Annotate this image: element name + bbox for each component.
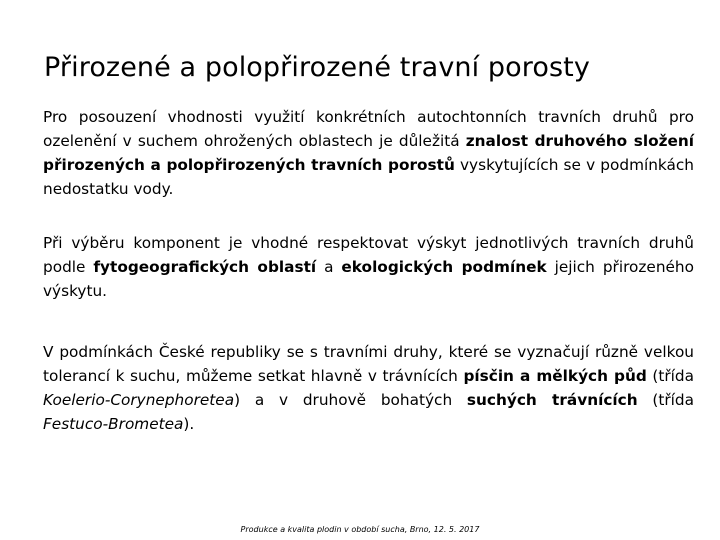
emphasis-bold: suchých trávnících bbox=[466, 391, 638, 409]
paragraph-2 bbox=[43, 231, 694, 303]
text-run: ) a v druhově bohatých bbox=[234, 391, 467, 409]
text-run: V podmínkách České republiky se s travními druhy, které se vyznačují různě velkou tolerancí k suchu, můžeme setkat hlavně v trávnících bbox=[43, 343, 694, 385]
paragraph-1 bbox=[43, 105, 694, 201]
text-run: (třída bbox=[637, 391, 694, 409]
emphasis-bold: ekologických podmínek bbox=[341, 258, 547, 276]
text-run: vyskytujících se v podmínkách nedostatku vody. bbox=[43, 156, 694, 198]
text-run: Při výběru komponent je vhodné respektovat výskyt jednotlivých travních druhů podle bbox=[43, 234, 694, 276]
emphasis-bold: písčin a mělkých půd bbox=[463, 367, 647, 385]
text-run: ). bbox=[183, 415, 195, 433]
emphasis-italic: Festuco-Brometea bbox=[43, 415, 184, 433]
text-run: a bbox=[316, 258, 342, 276]
paragraph-3 bbox=[43, 340, 694, 436]
text-run: Pro posouzení vhodnosti využití konkrétních autochtonních travních druhů pro ozelenění v suchem ohrožených oblastech je důležitá bbox=[43, 108, 694, 150]
emphasis-italic: Koelerio-Corynephoretea bbox=[43, 391, 235, 409]
emphasis-bold: znalost druhového složení přirozených a polopřirozených travních porostů bbox=[43, 132, 694, 174]
text-run: (třída bbox=[646, 367, 695, 385]
text-run: jejich přirozeného výskytu. bbox=[43, 258, 694, 300]
slide-title: Přirozené a polopřirozené travní porosty bbox=[44, 52, 590, 84]
emphasis-bold: fytogeografických oblastí bbox=[93, 258, 317, 276]
footer-text: Produkce a kvalita plodin v období sucha, Brno, 12. 5. 2017 bbox=[240, 525, 480, 534]
